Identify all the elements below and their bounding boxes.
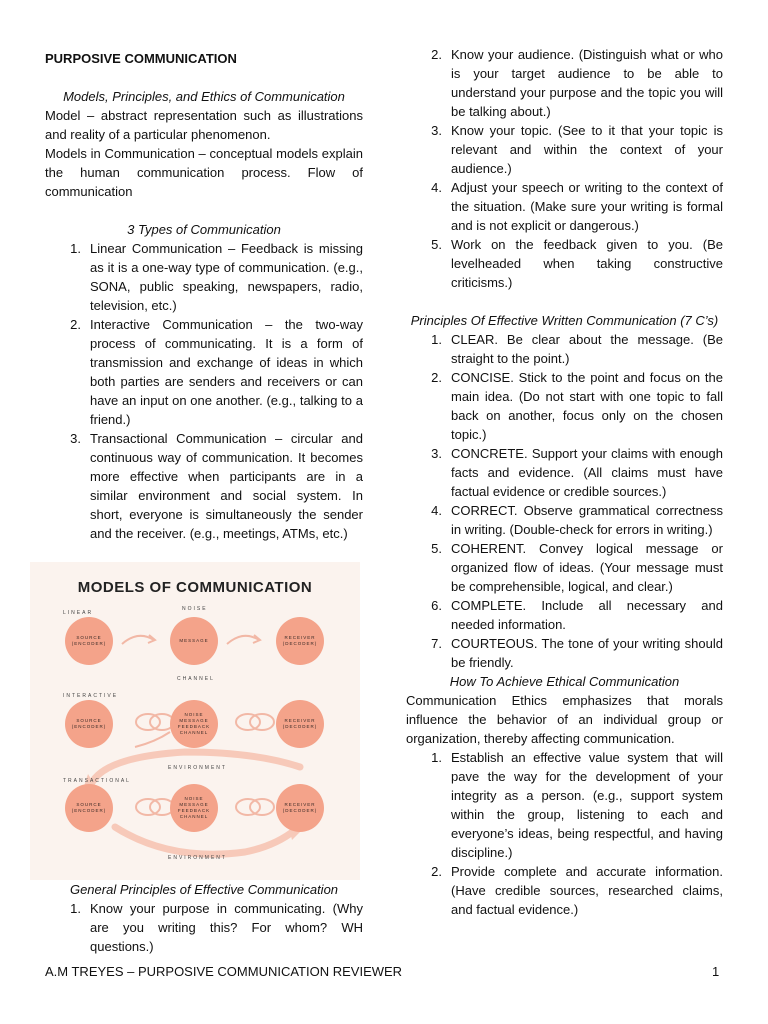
list-item: 5. Work on the feedback given to you. (Be levelheaded when taking constructive criticisms.)	[431, 237, 723, 290]
general-principles-continued	[406, 45, 723, 292]
left-column	[45, 45, 363, 543]
list-item: 2. Know your audience. (Distinguish what or who is your target audience to be able to understand your purpose and the topic you will be talking about.)	[431, 47, 723, 119]
interactive-label: INTERACTIVE	[63, 693, 119, 699]
ethics-definition: Communication Ethics emphasizes that morals influence the behavior of an individual group or organization, thereby affecting communication.	[406, 693, 723, 746]
list-item: 4. Adjust your speech or writing to the context of the situation. (Make sure your writing is formal and is not explicit or dangerous.)	[431, 180, 723, 233]
source-encoder-circle: SOURCE (ENCODER)	[65, 700, 113, 748]
list-item: 2. Provide complete and accurate information. (Have credible sources, researched claims, and factual evidence.)	[431, 864, 723, 917]
footer-text: A.M TREYES – PURPOSIVE COMMUNICATION REVIEWER	[45, 964, 403, 979]
link-transactional-1	[136, 799, 160, 815]
written-heading: Principles Of Effective Written Communication (7 C’s)	[410, 313, 719, 328]
right-column	[406, 45, 723, 919]
receiver-decoder-circle: RECEIVER (DECODER)	[276, 617, 324, 665]
noise-label: NOISE	[182, 606, 208, 612]
subtitle: Models, Principles, and Ethics of Communication	[63, 89, 345, 104]
list-item: 1. Know your purpose in communicating. (Why are you writing this? For whom? WH questions.)	[70, 901, 363, 954]
message-circle: MESSAGE	[170, 617, 218, 665]
list-item: 1. Establish an effective value system that will pave the way for the development of your integrity as a person. (e.g., support system within the group, listening to each and everyone’s ideas, being respectful, and having discipline.)	[431, 750, 723, 860]
list-item: 1. Linear Communication – Feedback is missing as it is a one-way type of communication. (e.g., SONA, public speaking, newspapers, radio, television, etc.)	[70, 241, 363, 313]
environment-label: ENVIRONMENT	[168, 855, 227, 861]
list-item: 1. CLEAR. Be clear about the message. (Be straight to the point.)	[431, 332, 723, 366]
source-encoder-circle: SOURCE (ENCODER)	[65, 617, 113, 665]
list-item: 3. Transactional Communication – circular and continuous way of communication. It becomes more effective when participants are in a similar environment and social system. In short, everyone is simultaneously the sender and the receiver. (e.g., meetings, ATMs, etc.)	[70, 431, 363, 541]
models-definition: Models in Communication – conceptual models explain the human communication process. Flow of communication	[45, 146, 363, 199]
list-item: 5. COHERENT. Convey logical message or organized flow of ideas. (Your message must be comprehensible, logical, and clear.)	[431, 541, 723, 594]
source-encoder-circle: SOURCE (ENCODER)	[65, 784, 113, 832]
general-heading: General Principles of Effective Communication	[69, 882, 339, 897]
types-list	[45, 239, 363, 543]
document-title: PURPOSIVE COMMUNICATION	[45, 51, 237, 66]
transactional-label: TRANSACTIONAL	[63, 778, 131, 784]
link-interactive-1	[136, 714, 160, 730]
receiver-decoder-circle: RECEIVER (DECODER)	[276, 784, 324, 832]
written-principles-list	[406, 330, 723, 672]
models-of-communication-figure	[30, 562, 360, 880]
list-item: 2. Interactive Communication – the two-way process of communicating. It is a form of transmission and exchange of ideas in which both parties are senders and receivers or can have an input on one another. (e.g., talking to a friend.)	[70, 317, 363, 427]
link-interactive-2	[236, 714, 260, 730]
noise-message-feedback-channel-circle: NOISE MESSAGE FEEDBACK CHANNEL	[170, 700, 218, 748]
arrow-interactive-feedback	[135, 732, 170, 747]
list-item: 4. CORRECT. Observe grammatical correctness in writing. (Double-check for errors in writing.)	[431, 503, 723, 537]
list-item: 3. Know your topic. (See to it that your topic is relevant and within the context of your audience.)	[431, 123, 723, 176]
figure-title: MODELS OF COMMUNICATION	[77, 579, 313, 596]
channel-label: CHANNEL	[177, 676, 215, 682]
environment-label: ENVIRONMENT	[168, 765, 227, 771]
link-transactional-2	[236, 799, 260, 815]
receiver-decoder-circle: RECEIVER (DECODER)	[276, 700, 324, 748]
list-item: 7. COURTEOUS. The tone of your writing should be friendly.	[431, 636, 723, 670]
types-heading: 3 Types of Communication	[127, 222, 281, 237]
model-definition: Model – abstract representation such as illustrations and reality of a particular phenomenon.	[45, 108, 363, 142]
ethical-list	[406, 748, 723, 919]
list-item: 2. CONCISE. Stick to the point and focus on the main idea. (Do not start with one topic to fall back on another, focus only on the chosen topic.)	[431, 370, 723, 442]
page-number: 1	[712, 964, 720, 979]
list-item: 3. CONCRETE. Support your claims with enough facts and evidence. (All claims must have factual evidence or credible sources.)	[431, 446, 723, 499]
noise-message-feedback-channel-circle: NOISE MESSAGE FEEDBACK CHANNEL	[170, 784, 218, 832]
list-item: 6. COMPLETE. Include all necessary and needed information.	[431, 598, 723, 632]
ethical-heading: How To Achieve Ethical Communication	[449, 674, 680, 689]
general-principles-section	[45, 880, 363, 956]
linear-label: LINEAR	[63, 610, 94, 616]
